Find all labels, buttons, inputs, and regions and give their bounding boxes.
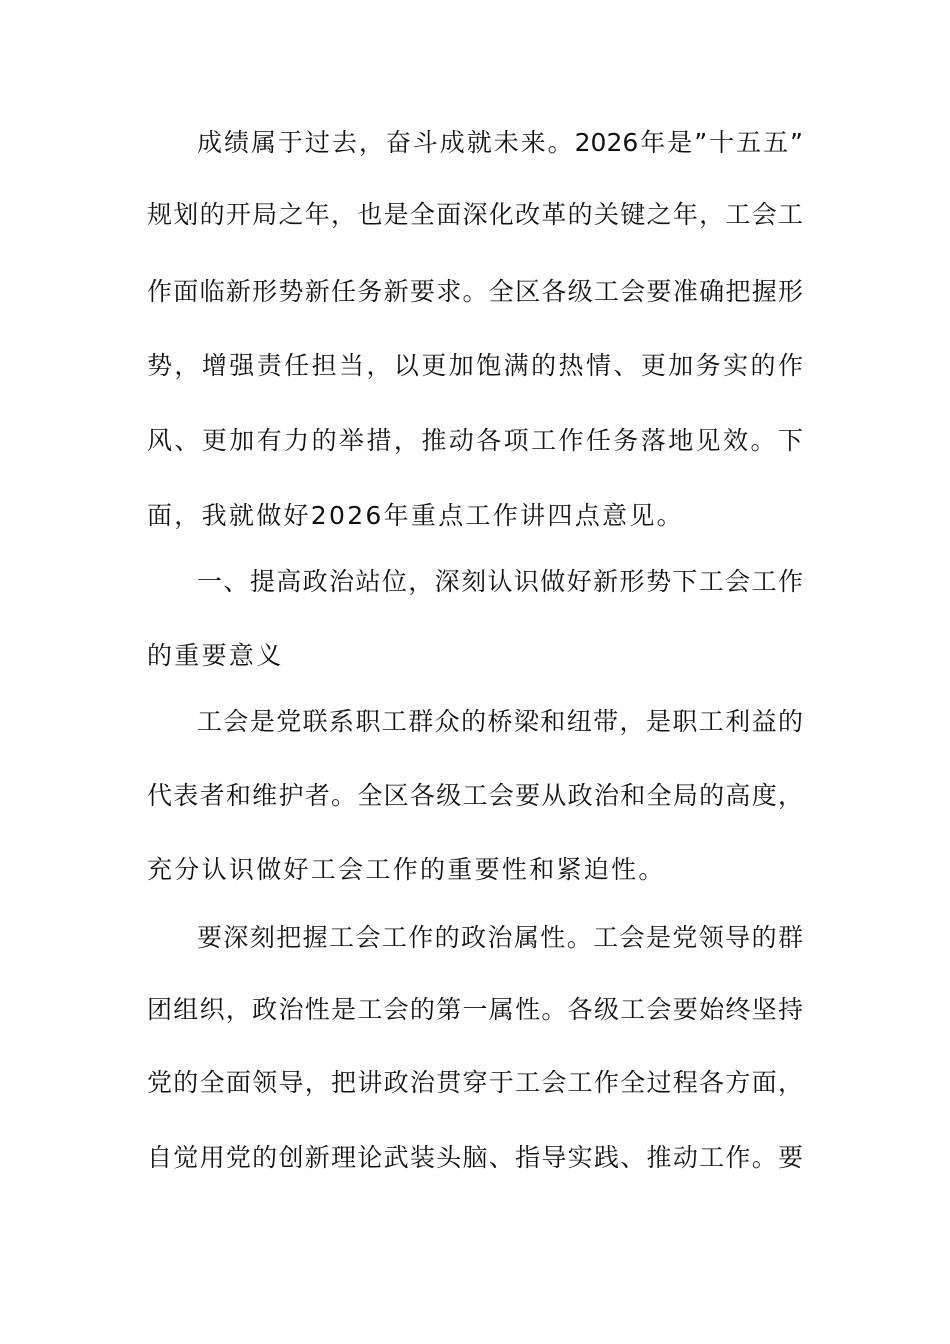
paragraph-line: 团组织，政治性是工会的第一属性。各级工会要始终坚持 bbox=[147, 995, 803, 1024]
paragraph-line: 势，增强责任担当，以更加饱满的热情、更加务实的作 bbox=[147, 351, 803, 380]
paragraph-line: 规划的开局之年，也是全面深化改革的关键之年，工会工 bbox=[147, 200, 803, 229]
section-heading-line: 的重要意义 bbox=[147, 641, 284, 670]
paragraph-line: 自觉用党的创新理论武装头脑、指导实践、推动工作。要 bbox=[147, 1143, 803, 1172]
paragraph-line: 充分认识做好工会工作的重要性和紧迫性。 bbox=[147, 855, 666, 884]
paragraph-line: 风、更加有力的举措，推动各项工作任务落地见效。下 bbox=[147, 426, 803, 455]
paragraph-line: 作面临新形势新任务新要求。全区各级工会要准确把握形 bbox=[147, 277, 803, 306]
paragraph-line: 面，我就做好2026年重点工作讲四点意见。 bbox=[147, 501, 684, 530]
paragraph-line: 党的全面领导，把讲政治贯穿于工会工作全过程各方面， bbox=[147, 1068, 803, 1097]
section-heading-line: 一、提高政治站位，深刻认识做好新形势下工会工作 bbox=[197, 567, 803, 596]
paragraph-line: 工会是党联系职工群众的桥梁和纽带，是职工利益的 bbox=[197, 707, 803, 736]
paragraph-line: 成绩属于过去，奋斗成就未来。2026年是”十五五” bbox=[197, 128, 803, 157]
paragraph-line: 要深刻把握工会工作的政治属性。工会是党领导的群 bbox=[197, 923, 803, 952]
paragraph-line: 代表者和维护者。全区各级工会要从政治和全局的高度， bbox=[147, 781, 803, 810]
